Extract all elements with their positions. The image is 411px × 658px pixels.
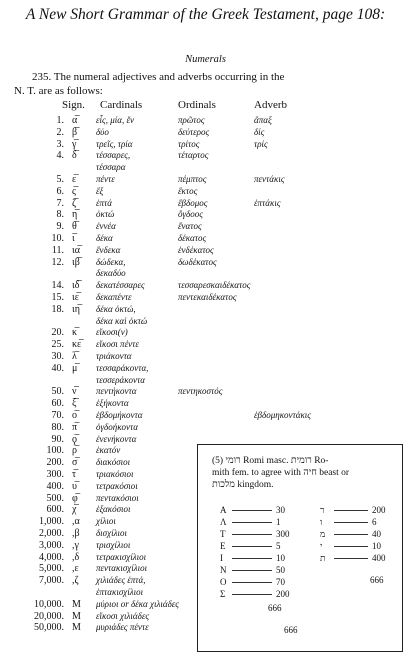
hebrew-letter-row (320, 517, 400, 529)
numeral-value: 9. (56, 221, 64, 233)
ordinal-word: δεύτερος (178, 126, 210, 137)
adverb-word: τρίς (254, 138, 268, 149)
inset-box-666 (197, 444, 403, 652)
letter-value: 30 (276, 505, 285, 515)
ordinal-word: ὄγδοος (178, 209, 203, 220)
section-heading: Numerals (185, 54, 226, 65)
cardinal-word: εἴκοσι χιλιάδες (96, 610, 150, 621)
cardinal-word: εἷς, μία, ἕν (96, 115, 134, 125)
numeral-value: 5. (56, 174, 64, 185)
adverb-word: ἅπαξ (254, 115, 272, 125)
numeral-sign: δ̅ (72, 150, 77, 162)
cardinal-word: ἕνδεκα (96, 244, 121, 255)
right-total: 666 (370, 575, 384, 585)
letter-value: 5 (276, 541, 281, 551)
cardinal-word: χιλιάδες ἑπτά, (96, 575, 146, 586)
numeral-sign: τ̅ (72, 469, 77, 480)
numeral-value: 50. (51, 386, 64, 398)
cardinal-word: τεσσεράκοντα (96, 374, 145, 385)
ordinal-word: ἑνδέκατος (178, 244, 214, 255)
numeral-sign: ια̅ (72, 244, 80, 256)
letter: Σ (220, 589, 226, 599)
greek-letter-row (220, 517, 300, 529)
numeral-sign: α̅ (72, 115, 78, 126)
cardinal-word: πέντε (96, 174, 115, 184)
cardinal-word: μύριοι or δέκα χιλιάδες (96, 598, 179, 609)
numeral-sign: ,α (72, 516, 80, 528)
cardinal-word: δέκα (96, 233, 113, 243)
hebrew-letter-row (320, 505, 400, 517)
numeral-sign: ρ̅ (72, 445, 77, 457)
ordinal-word: τρίτος (178, 138, 200, 149)
hebrew-letter-values (320, 505, 400, 565)
numeral-value: 5,000. (39, 563, 64, 575)
numeral-value: 3,000. (39, 539, 64, 551)
greek-letter-row (220, 529, 300, 541)
intro-line-2: N. T. are as follows: (14, 85, 103, 97)
cardinal-word: ὀκτώ (96, 209, 115, 220)
numeral-value: 90. (51, 433, 64, 445)
dash-line (232, 522, 272, 523)
letter-value: 1 (276, 517, 281, 527)
cardinal-word: τέσσαρες, (96, 150, 131, 161)
greek-letter-row (220, 565, 300, 577)
hebrew-letter-row (320, 529, 400, 541)
cardinal-word: διακόσιοι (96, 457, 131, 468)
letter: T (220, 529, 226, 539)
cardinal-word: τεσσαράκοντα, (96, 362, 149, 373)
cardinal-word: ἐννέα (96, 221, 116, 232)
intro-paragraph (14, 70, 404, 98)
cardinal-word: τρεῖς, τρία (96, 138, 133, 149)
dash-line (232, 546, 272, 547)
cardinal-word: δισχίλιοι (96, 528, 127, 538)
column-header-adverb: Adverb (254, 99, 287, 111)
letter: מ (320, 529, 326, 539)
cardinal-word: πεντήκοντα (96, 386, 137, 397)
cardinal-word: τριάκοντα (96, 351, 132, 361)
column-header-sign: Sign. (62, 99, 85, 111)
ordinal-word: πεντεκαιδέκατος (178, 292, 237, 302)
letter-value: 40 (372, 529, 381, 539)
numeral-sign: σ̅ (72, 457, 78, 469)
hebrew-letter-row (320, 553, 400, 565)
dash-line (334, 510, 368, 511)
cardinal-word: δέκα καὶ ὀκτώ (96, 315, 148, 326)
cardinal-word: δεκαδύο (96, 268, 126, 279)
dash-line (334, 558, 368, 559)
letter: E (220, 541, 226, 551)
cardinal-word: δώδεκα, (96, 256, 126, 267)
numeral-sign: β̅ (72, 126, 78, 138)
cardinal-word: ἑβδομήκοντα (96, 410, 143, 420)
letter-value: 400 (372, 553, 386, 563)
numeral-sign: ιδ̅ (72, 280, 80, 292)
numeral-value: 1. (56, 115, 64, 126)
numeral-value: 60. (51, 398, 64, 410)
cardinal-word: χίλιοι (96, 516, 116, 527)
numeral-value: 2. (56, 126, 64, 138)
numeral-sign: π̅ (72, 421, 78, 433)
cardinal-word: ἑπτακισχίλιοι (96, 587, 144, 597)
letter: ו (320, 517, 323, 527)
inset-line-2: mith fem. to agree with חיה beast or (212, 468, 350, 478)
numeral-value: 2,000. (39, 528, 64, 539)
column-header-ordinals: Ordinals (178, 99, 216, 111)
ordinal-word: πρῶτος (178, 115, 205, 125)
letter-value: 10 (276, 553, 285, 563)
numeral-sign: ν̅ (72, 386, 77, 398)
inset-caption (212, 455, 398, 491)
cardinal-word: ἑκατόν (96, 445, 121, 456)
greek-letter-row (220, 589, 300, 601)
letter-value: 200 (276, 589, 290, 599)
numeral-value: 6. (56, 185, 64, 197)
letter: ת (320, 553, 326, 563)
numeral-sign: ι̅ (72, 233, 75, 244)
numeral-sign: ιβ̅ (72, 256, 80, 268)
cardinal-word: τρισχίλιοι (96, 539, 131, 550)
numeral-sign: ιε̅ (72, 292, 79, 303)
letter: N (220, 565, 227, 575)
letter-value: 200 (372, 505, 386, 515)
letter: ר (320, 505, 325, 515)
numeral-sign: ,β (72, 528, 80, 539)
cardinal-word: εἴκοσι πέντε (96, 339, 139, 350)
ordinal-word: πεντηκοστός (178, 386, 223, 397)
numeral-value: 500. (46, 492, 64, 504)
numeral-sign: Μ (72, 610, 81, 622)
greek-letter-row (220, 505, 300, 517)
numeral-value: 7. (56, 197, 64, 209)
numeral-sign: ,ζ (72, 575, 79, 587)
greek-letter-values (220, 505, 300, 601)
dash-line (334, 522, 368, 523)
numeral-sign: ξ̅ (72, 398, 77, 410)
numeral-value: 40. (51, 362, 64, 374)
adverb-word: ἑβδομηκοντάκις (254, 410, 311, 420)
numeral-value: 11. (51, 244, 64, 256)
numeral-sign: Μ (72, 598, 81, 610)
cardinal-word: ἕξ (96, 185, 104, 196)
left-total: 666 (268, 603, 282, 613)
numeral-value: 100. (46, 445, 64, 457)
letter-value: 10 (372, 541, 381, 551)
greek-letter-row (220, 577, 300, 589)
cardinal-word: δέκα ὀκτώ, (96, 303, 136, 314)
numeral-sign: κ̅ (72, 327, 78, 339)
numeral-value: 1,000. (39, 516, 64, 528)
dash-line (232, 582, 272, 583)
numeral-value: 10,000. (34, 598, 64, 610)
numeral-sign: φ̅ (72, 492, 78, 504)
numeral-value: 30. (51, 351, 64, 362)
numeral-sign: ς̅ (72, 185, 76, 197)
numeral-value: 4. (56, 150, 64, 162)
numeral-value: 14. (51, 280, 64, 292)
numeral-value: 7,000. (39, 575, 64, 587)
numeral-value: 8. (56, 209, 64, 221)
cardinal-word: δεκατέσσαρες (96, 280, 145, 291)
ordinal-word: δέκατος (178, 233, 207, 243)
cardinal-word: τέσσαρα (96, 162, 126, 173)
numeral-value: 18. (51, 303, 64, 315)
numeral-value: 80. (51, 421, 64, 433)
cardinal-word: μυριάδες πέντε (96, 622, 149, 633)
dash-line (334, 534, 368, 535)
cardinal-word: ἑξακόσιοι (96, 504, 131, 515)
numeral-value: 70. (51, 410, 64, 421)
letter-value: 6 (372, 517, 377, 527)
numeral-sign: θ̅ (72, 221, 77, 233)
numeral-value: 200. (46, 457, 64, 469)
numeral-sign: Μ (72, 622, 81, 634)
letter-value: 50 (276, 565, 285, 575)
ordinal-word: ἔνατος (178, 221, 202, 232)
dash-line (232, 594, 272, 595)
cardinal-word: πεντακόσιοι (96, 492, 139, 503)
numeral-value: 400. (46, 480, 64, 492)
numeral-sign: ιη̅ (72, 303, 80, 315)
numeral-value: 300. (46, 469, 64, 480)
ordinal-word: ἕβδομος (178, 197, 208, 208)
greek-letter-row (220, 553, 300, 565)
dash-line (334, 546, 368, 547)
numeral-value: 25. (51, 339, 64, 351)
cardinal-word: τετρακισχίλιοι (96, 551, 147, 562)
cardinal-word: ἑπτά (96, 197, 113, 208)
cardinal-word: εἴκοσι(ν) (96, 327, 128, 338)
letter: I (220, 553, 223, 563)
numeral-value: 20. (51, 327, 64, 339)
numeral-value: 20,000. (34, 610, 64, 622)
letter-value: 70 (276, 577, 285, 587)
inset-line-3: מלכות kingdom. (212, 480, 274, 490)
numeral-value: 600. (46, 504, 64, 516)
ordinal-word: δωδέκατος (178, 256, 217, 267)
numeral-value: 50,000. (34, 622, 64, 634)
letter: י (320, 541, 323, 551)
numeral-sign: ,δ (72, 551, 80, 563)
numeral-sign: ε̅ (72, 174, 77, 185)
numeral-sign: ϙ̅ (72, 433, 77, 445)
dash-line (232, 534, 272, 535)
numeral-sign: ,γ (72, 539, 79, 551)
numeral-sign: υ̅ (72, 480, 77, 492)
dash-line (232, 510, 272, 511)
numeral-value: 10. (51, 233, 64, 244)
numeral-value: 15. (51, 292, 64, 303)
adverb-word: πεντάκις (254, 174, 285, 184)
cardinal-word: τετρακόσιοι (96, 480, 138, 491)
ordinal-word: τεσσαρεσκαιδέκατος (178, 280, 251, 291)
letter: O (220, 577, 227, 587)
ordinal-word: ἕκτος (178, 185, 198, 196)
hebrew-letter-row (320, 541, 400, 553)
adverb-word: ἑπτάκις (254, 197, 281, 208)
inset-line-1: (5) רומי Romi masc. רומית Ro- (212, 456, 329, 466)
numeral-sign: γ̅ (72, 138, 77, 150)
numeral-sign: ζ̅ (72, 197, 77, 209)
numeral-sign: μ̅ (72, 362, 78, 374)
page-title: A New Short Grammar of the Greek Testament, page 108: (25, 6, 386, 23)
cardinal-word: δύο (96, 126, 109, 137)
column-header-cardinals: Cardinals (100, 99, 143, 111)
cardinal-word: τριακόσιοι (96, 469, 134, 479)
cardinal-word: ἑξήκοντα (96, 398, 129, 409)
adverb-word: δίς (254, 126, 265, 137)
letter: Λ (220, 517, 227, 527)
numeral-sign: ,ε (72, 563, 79, 575)
numeral-sign: λ̅ (72, 351, 77, 362)
numeral-value: 4,000. (39, 551, 64, 563)
ordinal-word: πέμπτος (178, 174, 207, 184)
numeral-sign: κε̅ (72, 339, 82, 351)
dash-line (232, 570, 272, 571)
numeral-sign: ο̅ (72, 410, 77, 421)
dash-line (232, 558, 272, 559)
bottom-total: 666 (284, 625, 298, 635)
letter: A (220, 505, 227, 515)
greek-letter-row (220, 541, 300, 553)
numeral-sign: η̅ (72, 209, 78, 221)
numeral-value: 12. (51, 256, 64, 268)
intro-line-1: 235. The numeral adjectives and adverbs occurring in the (32, 71, 285, 83)
numeral-sign: χ̅ (72, 504, 77, 516)
letter-value: 300 (276, 529, 290, 539)
cardinal-word: ὀγδοήκοντα (96, 421, 138, 432)
numeral-value: 3. (56, 138, 64, 150)
cardinal-word: πεντακισχίλιοι (96, 563, 148, 574)
cardinal-word: δεκαπέντε (96, 292, 132, 302)
cardinal-word: ἐνενήκοντα (96, 433, 137, 444)
ordinal-word: τέταρτος (178, 150, 209, 161)
